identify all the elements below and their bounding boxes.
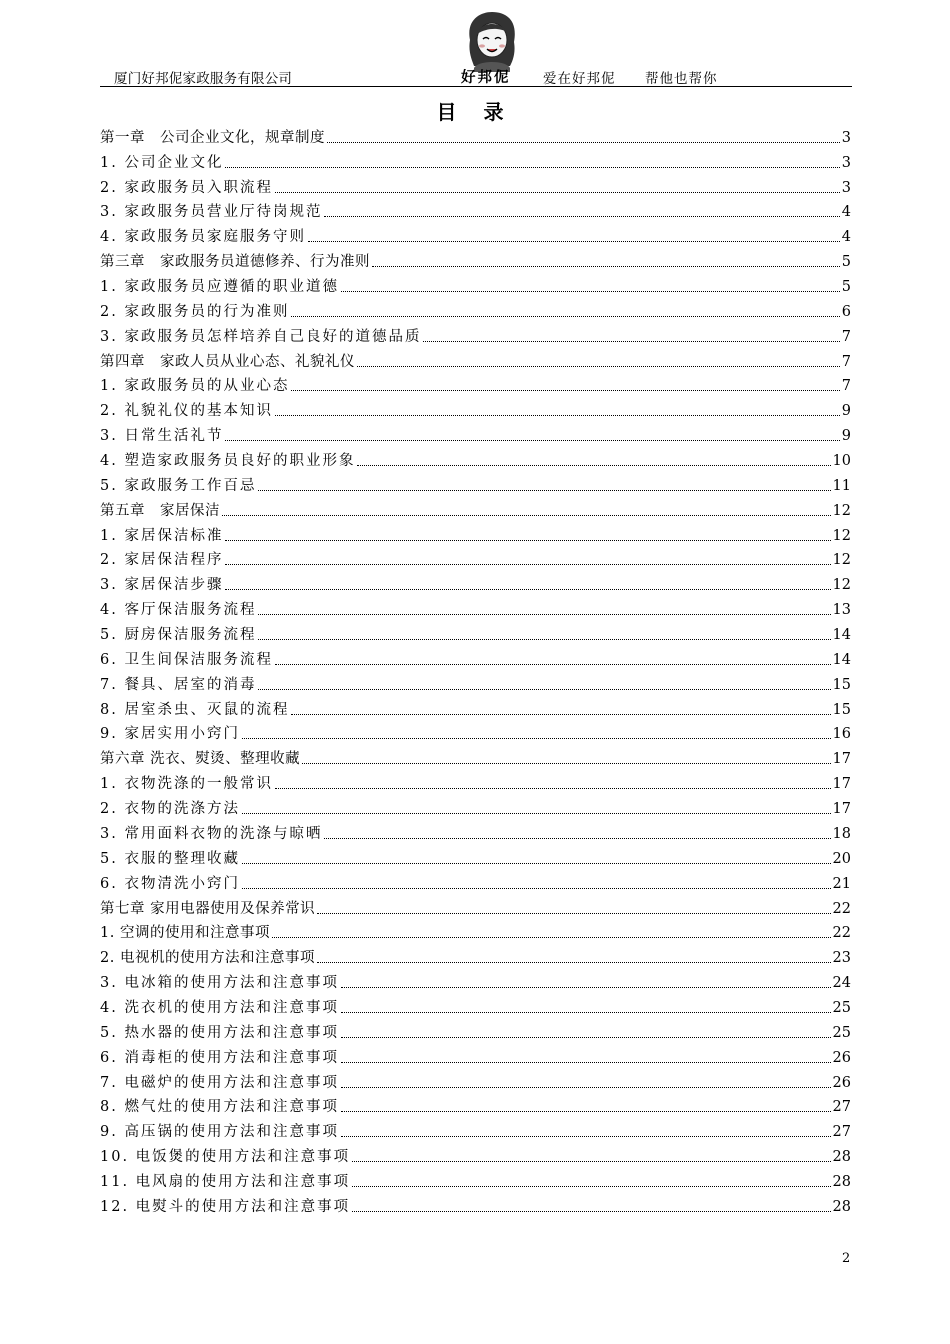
- toc-entry[interactable]: [100, 1141, 851, 1166]
- slogan-2: 帮他也帮你: [645, 71, 718, 87]
- toc-entry-page: 7: [841, 328, 851, 345]
- toc-entry-page: 7: [841, 378, 851, 395]
- toc-entry[interactable]: [100, 420, 851, 445]
- toc-leader-dots: [352, 1160, 830, 1162]
- page-number: 2: [842, 1251, 851, 1266]
- toc-leader-dots: [423, 340, 839, 342]
- toc-entry-page: 12: [832, 577, 851, 594]
- toc-entry-label: 第七章 家用电器使用及保养常识: [100, 900, 316, 917]
- toc-entry-label: 8. 燃气灶的使用方法和注意事项: [100, 1099, 339, 1116]
- toc-entry[interactable]: [100, 147, 851, 172]
- toc-entry-label: 2. 家居保洁程序: [100, 552, 224, 569]
- toc-entry-page: 15: [832, 676, 851, 693]
- toc-entry-page: 13: [832, 602, 851, 619]
- toc-entry-page: 25: [832, 1024, 851, 1041]
- toc-leader-dots: [258, 688, 830, 690]
- toc-entry-page: 28: [832, 1198, 851, 1215]
- toc-entry-page: 27: [832, 1124, 851, 1141]
- toc-entry[interactable]: [100, 346, 851, 371]
- toc-entry-label: 2. 衣物的洗涤方法: [100, 801, 240, 818]
- toc-leader-dots: [317, 961, 831, 963]
- toc-leader-dots: [225, 439, 839, 441]
- toc-entry-label: 4. 客厅保洁服务流程: [100, 602, 257, 619]
- toc-leader-dots: [291, 713, 830, 715]
- toc-entry-page: 3: [841, 179, 851, 196]
- toc-leader-dots: [242, 887, 831, 889]
- toc-entry-page: 7: [841, 353, 851, 370]
- toc-entry-label: 5. 热水器的使用方法和注意事项: [100, 1024, 339, 1041]
- toc-entry-label: 1. 公司企业文化: [100, 154, 224, 171]
- toc-leader-dots: [225, 588, 830, 590]
- toc-leader-dots: [317, 912, 830, 914]
- toc-entry-label: 6. 衣物清洗小窍门: [100, 875, 240, 892]
- toc-entry[interactable]: [100, 520, 851, 545]
- toc-entry[interactable]: [100, 1116, 851, 1141]
- toc-entry-page: 3: [841, 129, 851, 146]
- toc-entry-page: 5: [841, 254, 851, 271]
- toc-entry[interactable]: [100, 719, 851, 744]
- toc-entry-page: 22: [832, 925, 851, 942]
- toc-entry[interactable]: [100, 918, 851, 943]
- toc-entry[interactable]: [100, 221, 851, 246]
- toc-entry-label: 4. 家政服务员家庭服务守则: [100, 229, 306, 246]
- toc-entry-label: 12. 电熨斗的使用方法和注意事项: [100, 1198, 351, 1215]
- toc-entry-page: 27: [832, 1099, 851, 1116]
- toc-leader-dots: [341, 1011, 831, 1013]
- toc-leader-dots: [225, 166, 839, 168]
- toc-leader-dots: [258, 489, 830, 491]
- toc-entry-page: 12: [832, 527, 851, 544]
- toc-leader-dots: [291, 389, 839, 391]
- toc-entry-page: 6: [841, 303, 851, 320]
- toc-entry-label: 7. 电磁炉的使用方法和注意事项: [100, 1074, 339, 1091]
- toc-entry[interactable]: [100, 545, 851, 570]
- slogan-1: 爱在好邦伲: [543, 71, 616, 87]
- toc-entry-page: 21: [832, 875, 851, 892]
- toc-leader-dots: [222, 514, 831, 516]
- toc-entry-page: 28: [832, 1173, 851, 1190]
- toc-leader-dots: [242, 812, 831, 814]
- toc-entry[interactable]: [100, 768, 851, 793]
- toc-leader-dots: [225, 563, 830, 565]
- toc-leader-dots: [275, 787, 831, 789]
- toc-entry[interactable]: [100, 1092, 851, 1117]
- toc-entry[interactable]: [100, 495, 851, 520]
- toc-entry-page: 9: [841, 428, 851, 445]
- toc-entry-label: 4. 洗衣机的使用方法和注意事项: [100, 999, 339, 1016]
- toc-entry-label: 2. 礼貌礼仪的基本知识: [100, 403, 273, 420]
- toc-entry[interactable]: [100, 893, 851, 918]
- toc-entry-page: 12: [832, 552, 851, 569]
- toc-entry-label: 9. 家居实用小窍门: [100, 726, 240, 743]
- toc-entry-label: 9. 高压锅的使用方法和注意事项: [100, 1124, 339, 1141]
- toc-entry[interactable]: [100, 942, 851, 967]
- toc-entry[interactable]: [100, 371, 851, 396]
- toc-entry[interactable]: [100, 694, 851, 719]
- toc-entry-label: 第三章 家政服务员道德修养、行为准则: [100, 254, 370, 271]
- toc-leader-dots: [275, 414, 840, 416]
- toc-entry-label: 3. 常用面料衣物的洗涤与晾晒: [100, 825, 323, 842]
- toc-entry-label: 10. 电饭煲的使用方法和注意事项: [100, 1149, 351, 1166]
- header-divider: [100, 86, 852, 87]
- toc-entry-label: 3. 日常生活礼节: [100, 428, 224, 445]
- toc-entry[interactable]: [100, 743, 851, 768]
- toc-entry-page: 4: [841, 229, 851, 246]
- toc-entry-label: 2. 家政服务员的行为准则: [100, 303, 290, 320]
- toc-leader-dots: [357, 365, 840, 367]
- toc-leader-dots: [352, 1210, 830, 1212]
- toc-leader-dots: [372, 265, 840, 267]
- toc-entry-label: 1. 空调的使用和注意事项: [100, 925, 270, 942]
- toc-entry-label: 7. 餐具、居室的消毒: [100, 676, 257, 693]
- toc-leader-dots: [324, 837, 830, 839]
- toc-entry[interactable]: [100, 445, 851, 470]
- toc-entry-label: 第六章 洗衣、熨烫、整理收藏: [100, 751, 301, 768]
- toc-entry-page: 26: [832, 1049, 851, 1066]
- toc-leader-dots: [341, 1061, 831, 1063]
- toc-entry-page: 9: [841, 403, 851, 420]
- toc-entry[interactable]: [100, 470, 851, 495]
- toc-entry[interactable]: [100, 619, 851, 644]
- toc-entry-page: 16: [832, 726, 851, 743]
- toc-entry[interactable]: [100, 271, 851, 296]
- toc-entry-label: 2. 家政服务员入职流程: [100, 179, 273, 196]
- toc-entry-label: 8. 居室杀虫、灭鼠的流程: [100, 701, 290, 718]
- toc-entry[interactable]: [100, 172, 851, 197]
- toc-entry-page: 18: [832, 825, 851, 842]
- toc-leader-dots: [341, 1036, 831, 1038]
- toc-entry-label: 3. 电冰箱的使用方法和注意事项: [100, 975, 339, 992]
- company-name: 厦门好邦伲家政服务有限公司: [114, 71, 293, 87]
- toc-leader-dots: [275, 663, 831, 665]
- toc-entry-page: 17: [832, 751, 851, 768]
- toc-entry-page: 12: [832, 502, 851, 519]
- toc-entry-label: 第一章 公司企业文化，规章制度: [100, 129, 325, 146]
- toc-entry[interactable]: [100, 321, 851, 346]
- toc-entry-page: 15: [832, 701, 851, 718]
- toc-entry[interactable]: [100, 197, 851, 222]
- toc-entry-page: 23: [832, 950, 851, 967]
- toc-leader-dots: [242, 862, 831, 864]
- toc-entry-label: 1. 家政服务员的从业心态: [100, 378, 290, 395]
- toc-entry-label: 3. 家政服务员营业厅待岗规范: [100, 204, 323, 221]
- toc-entry[interactable]: [100, 669, 851, 694]
- toc-entry[interactable]: [100, 1042, 851, 1067]
- toc-entry[interactable]: [100, 868, 851, 893]
- toc-entry-page: 24: [832, 975, 851, 992]
- toc-leader-dots: [225, 539, 830, 541]
- toc-entry-page: 22: [832, 900, 851, 917]
- toc-entry[interactable]: [100, 843, 851, 868]
- toc-entry-label: 3. 家居保洁步骤: [100, 577, 224, 594]
- toc-entry[interactable]: [100, 644, 851, 669]
- toc-entry[interactable]: [100, 122, 851, 147]
- toc-entry[interactable]: [100, 967, 851, 992]
- toc-entry-label: 3. 家政服务员怎样培养自己良好的道德品质: [100, 328, 422, 345]
- toc-leader-dots: [272, 936, 831, 938]
- toc-entry[interactable]: [100, 246, 851, 271]
- page-header: [0, 0, 950, 92]
- toc-entry-label: 5. 衣服的整理收藏: [100, 850, 240, 867]
- toc-entry[interactable]: [100, 992, 851, 1017]
- toc-entry-label: 第四章 家政人员从业心态、礼貌礼仪: [100, 353, 355, 370]
- toc-leader-dots: [327, 141, 840, 143]
- toc-entry[interactable]: [100, 793, 851, 818]
- brand-name: 好邦伲: [461, 70, 511, 86]
- toc-leader-dots: [258, 638, 830, 640]
- toc-entry[interactable]: [100, 1191, 851, 1216]
- toc-leader-dots: [291, 315, 839, 317]
- toc-entry[interactable]: [100, 296, 851, 321]
- toc-leader-dots: [324, 215, 839, 217]
- toc-entry-label: 11. 电风扇的使用方法和注意事项: [100, 1173, 351, 1190]
- toc-entry-label: 1. 家居保洁标准: [100, 527, 224, 544]
- toc-entry[interactable]: [100, 1017, 851, 1042]
- toc-entry-label: 6. 卫生间保洁服务流程: [100, 651, 273, 668]
- toc-leader-dots: [258, 613, 830, 615]
- toc-leader-dots: [308, 240, 840, 242]
- toc-entry-label: 1. 衣物洗涤的一般常识: [100, 776, 273, 793]
- toc-entry-label: 1. 家政服务员应遵循的职业道德: [100, 279, 339, 296]
- toc-leader-dots: [341, 290, 840, 292]
- toc-entry-page: 3: [841, 154, 851, 171]
- toc-entry-page: 17: [832, 801, 851, 818]
- toc-entry-page: 4: [841, 204, 851, 221]
- toc-entry-label: 4. 塑造家政服务员良好的职业形象: [100, 453, 356, 470]
- toc-entry-page: 28: [832, 1149, 851, 1166]
- toc-leader-dots: [341, 1110, 831, 1112]
- page-title: 目 录: [436, 100, 514, 124]
- toc-entry[interactable]: [100, 594, 851, 619]
- toc-leader-dots: [352, 1185, 830, 1187]
- toc-entry-page: 14: [832, 651, 851, 668]
- toc-entry[interactable]: [100, 395, 851, 420]
- toc-entry-label: 6. 消毒柜的使用方法和注意事项: [100, 1049, 339, 1066]
- toc-leader-dots: [242, 737, 831, 739]
- toc-entry-page: 26: [832, 1074, 851, 1091]
- toc-entry-page: 20: [832, 850, 851, 867]
- toc-leader-dots: [341, 986, 831, 988]
- toc-entry[interactable]: [100, 569, 851, 594]
- toc-entry-page: 25: [832, 999, 851, 1016]
- toc-leader-dots: [302, 762, 830, 764]
- toc-entry-label: 5. 家政服务工作百忌: [100, 477, 257, 494]
- table-of-contents: [100, 122, 851, 1216]
- toc-entry[interactable]: [100, 1166, 851, 1191]
- toc-leader-dots: [341, 1086, 831, 1088]
- toc-entry[interactable]: [100, 818, 851, 843]
- toc-leader-dots: [275, 191, 840, 193]
- toc-entry-page: 14: [832, 627, 851, 644]
- toc-entry-label: 2. 电视机的使用方法和注意事项: [100, 950, 315, 967]
- toc-entry-page: 11: [832, 477, 851, 494]
- toc-entry-label: 第五章 家居保洁: [100, 502, 220, 519]
- toc-entry-page: 5: [841, 279, 851, 296]
- toc-leader-dots: [357, 464, 830, 466]
- toc-entry[interactable]: [100, 1067, 851, 1092]
- toc-entry-page: 10: [832, 453, 851, 470]
- toc-leader-dots: [341, 1135, 831, 1137]
- toc-entry-page: 17: [832, 776, 851, 793]
- toc-entry-label: 5. 厨房保洁服务流程: [100, 627, 257, 644]
